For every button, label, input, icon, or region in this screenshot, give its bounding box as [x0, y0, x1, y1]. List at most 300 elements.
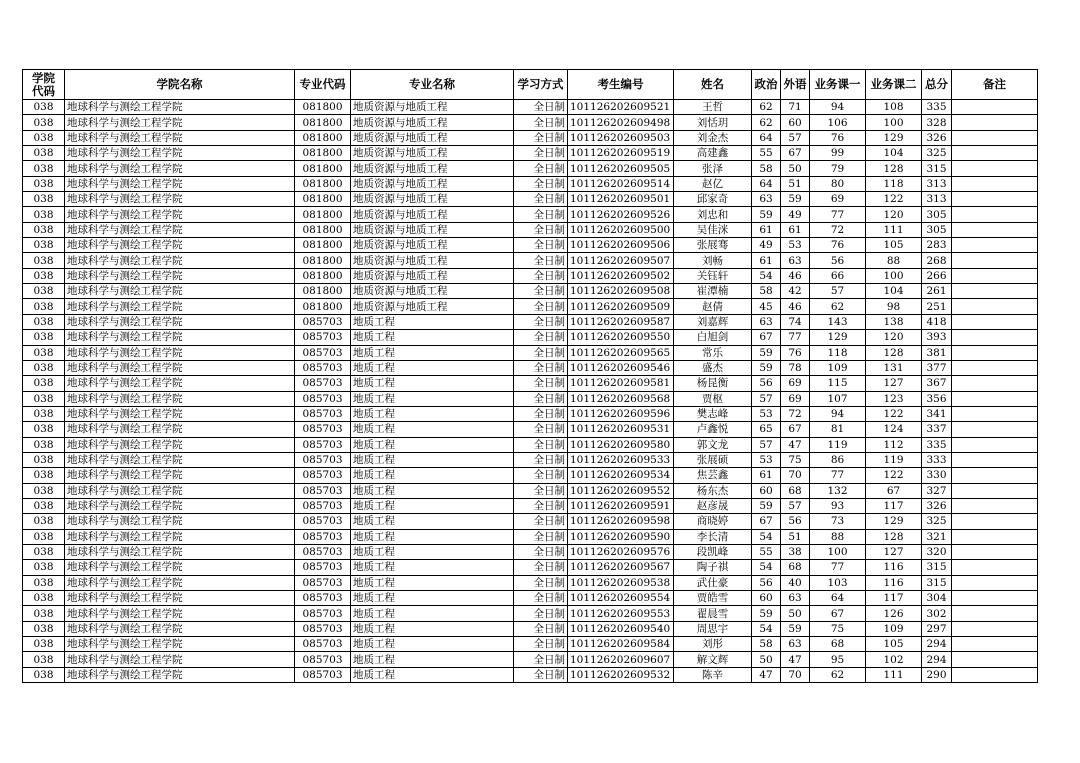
- remarks-cell: [952, 360, 1038, 375]
- student-name-cell: 刘彤: [674, 637, 752, 652]
- subject-one-score-cell: 80: [810, 176, 866, 191]
- college-code-cell: 038: [23, 268, 65, 283]
- subject-one-score-cell: 81: [810, 422, 866, 437]
- foreign-language-score-cell: 72: [781, 406, 810, 421]
- table-row: [23, 376, 1038, 391]
- foreign-language-score-cell: 63: [781, 591, 810, 606]
- remarks-cell: [952, 238, 1038, 253]
- study-mode-cell: 全日制: [514, 468, 568, 483]
- candidate-id-cell: 101126202609503: [568, 130, 674, 145]
- college-name-cell: 地球科学与测绘工程学院: [65, 115, 295, 130]
- politics-score-cell: 58: [752, 161, 781, 176]
- candidate-id-cell: 101126202609533: [568, 452, 674, 467]
- politics-score-cell: 53: [752, 406, 781, 421]
- politics-score-cell: 59: [752, 360, 781, 375]
- study-mode-cell: 全日制: [514, 146, 568, 161]
- college-name-cell: 地球科学与测绘工程学院: [65, 591, 295, 606]
- major-code-cell: 085703: [295, 637, 351, 652]
- total-score-cell: 315: [922, 560, 952, 575]
- politics-score-cell: 57: [752, 391, 781, 406]
- remarks-cell: [952, 284, 1038, 299]
- student-name-cell: 贾皓雪: [674, 591, 752, 606]
- major-name-cell: 地质工程: [351, 376, 514, 391]
- subject-one-score-cell: 106: [810, 115, 866, 130]
- subject-two-score-cell: 119: [866, 452, 922, 467]
- major-name-cell: 地质工程: [351, 529, 514, 544]
- student-name-cell: 武仕豪: [674, 575, 752, 590]
- major-name-cell: 地质资源与地质工程: [351, 207, 514, 222]
- subject-one-score-cell: 77: [810, 207, 866, 222]
- college-code-cell: 038: [23, 360, 65, 375]
- student-name-cell: 吴佳洣: [674, 222, 752, 237]
- college-code-cell: 038: [23, 422, 65, 437]
- major-name-cell: 地质资源与地质工程: [351, 146, 514, 161]
- foreign-language-score-cell: 42: [781, 284, 810, 299]
- foreign-language-score-cell: 51: [781, 176, 810, 191]
- subject-one-score-cell: 115: [810, 376, 866, 391]
- major-code-cell: 085703: [295, 452, 351, 467]
- remarks-cell: [952, 575, 1038, 590]
- subject-one-score-cell: 77: [810, 468, 866, 483]
- subject-two-score-cell: 120: [866, 330, 922, 345]
- table-row: [23, 299, 1038, 314]
- college-code-cell: 038: [23, 391, 65, 406]
- politics-score-cell: 59: [752, 606, 781, 621]
- foreign-language-score-cell: 47: [781, 652, 810, 667]
- foreign-language-score-cell: 53: [781, 238, 810, 253]
- candidate-id-cell: 101126202609607: [568, 652, 674, 667]
- foreign-language-score-cell: 68: [781, 560, 810, 575]
- table-row: [23, 667, 1038, 682]
- total-score-cell: 283: [922, 238, 952, 253]
- subject-one-score-cell: 93: [810, 498, 866, 513]
- college-name-cell: 地球科学与测绘工程学院: [65, 468, 295, 483]
- subject-one-score-cell: 95: [810, 652, 866, 667]
- major-code-cell: 085703: [295, 575, 351, 590]
- major-code-cell: 085703: [295, 652, 351, 667]
- total-score-cell: 297: [922, 621, 952, 636]
- candidate-id-cell: 101126202609580: [568, 437, 674, 452]
- subject-one-score-cell: 64: [810, 591, 866, 606]
- major-name-cell: 地质资源与地质工程: [351, 176, 514, 191]
- remarks-cell: [952, 437, 1038, 452]
- politics-score-cell: 62: [752, 115, 781, 130]
- candidate-id-cell: 101126202609567: [568, 560, 674, 575]
- remarks-cell: [952, 606, 1038, 621]
- subject-two-score-cell: 118: [866, 176, 922, 191]
- total-score-cell: 251: [922, 299, 952, 314]
- politics-score-cell: 56: [752, 376, 781, 391]
- study-mode-cell: 全日制: [514, 268, 568, 283]
- table-row: [23, 100, 1038, 115]
- study-mode-cell: 全日制: [514, 621, 568, 636]
- major-code-cell: 085703: [295, 514, 351, 529]
- total-score-cell: 320: [922, 544, 952, 559]
- major-name-cell: 地质工程: [351, 606, 514, 621]
- subject-two-score-cell: 127: [866, 544, 922, 559]
- politics-score-cell: 54: [752, 268, 781, 283]
- table-row: [23, 498, 1038, 513]
- politics-score-cell: 58: [752, 637, 781, 652]
- politics-score-cell: 61: [752, 468, 781, 483]
- major-name-cell: 地质资源与地质工程: [351, 299, 514, 314]
- table-row: [23, 360, 1038, 375]
- major-code-cell: 085703: [295, 667, 351, 682]
- major-code-cell: 081800: [295, 115, 351, 130]
- foreign-language-score-cell: 75: [781, 452, 810, 467]
- politics-score-cell: 60: [752, 591, 781, 606]
- total-score-cell: 305: [922, 207, 952, 222]
- foreign-language-score-cell: 63: [781, 637, 810, 652]
- subject-one-score-cell: 99: [810, 146, 866, 161]
- remarks-cell: [952, 637, 1038, 652]
- college-code-cell: 038: [23, 299, 65, 314]
- major-name-cell: 地质工程: [351, 330, 514, 345]
- remarks-cell: [952, 667, 1038, 682]
- total-score-cell: 321: [922, 529, 952, 544]
- remarks-cell: [952, 345, 1038, 360]
- subject-two-score-cell: 128: [866, 345, 922, 360]
- subject-two-score-cell: 122: [866, 192, 922, 207]
- foreign-language-score-cell: 76: [781, 345, 810, 360]
- foreign-language-score-cell: 63: [781, 253, 810, 268]
- college-name-cell: 地球科学与测绘工程学院: [65, 284, 295, 299]
- major-name-cell: 地质工程: [351, 437, 514, 452]
- candidate-id-cell: 101126202609532: [568, 667, 674, 682]
- college-name-cell: 地球科学与测绘工程学院: [65, 345, 295, 360]
- subject-two-score-cell: 112: [866, 437, 922, 452]
- student-name-cell: 杨东杰: [674, 483, 752, 498]
- candidate-id-cell: 101126202609538: [568, 575, 674, 590]
- candidate-id-cell: 101126202609598: [568, 514, 674, 529]
- politics-score-cell: 56: [752, 575, 781, 590]
- major-name-cell: 地质资源与地质工程: [351, 284, 514, 299]
- college-name-cell: 地球科学与测绘工程学院: [65, 222, 295, 237]
- politics-score-cell: 65: [752, 422, 781, 437]
- college-name-cell: 地球科学与测绘工程学院: [65, 483, 295, 498]
- remarks-cell: [952, 130, 1038, 145]
- remarks-cell: [952, 207, 1038, 222]
- student-name-cell: 焦芸鑫: [674, 468, 752, 483]
- politics-score-cell: 45: [752, 299, 781, 314]
- study-mode-cell: 全日制: [514, 314, 568, 329]
- college-name-cell: 地球科学与测绘工程学院: [65, 575, 295, 590]
- total-score-cell: 302: [922, 606, 952, 621]
- major-name-cell: 地质工程: [351, 667, 514, 682]
- college-name-cell: 地球科学与测绘工程学院: [65, 238, 295, 253]
- study-mode-cell: 全日制: [514, 176, 568, 191]
- candidate-id-cell: 101126202609534: [568, 468, 674, 483]
- student-name-cell: 杨昆衡: [674, 376, 752, 391]
- candidate-id-cell: 101126202609576: [568, 544, 674, 559]
- candidate-id-cell: 101126202609526: [568, 207, 674, 222]
- header-subject-two: 业务课二: [866, 70, 922, 100]
- politics-score-cell: 61: [752, 222, 781, 237]
- major-code-cell: 081800: [295, 161, 351, 176]
- politics-score-cell: 64: [752, 176, 781, 191]
- major-code-cell: 085703: [295, 560, 351, 575]
- major-code-cell: 081800: [295, 130, 351, 145]
- college-code-cell: 038: [23, 591, 65, 606]
- candidate-id-cell: 101126202609584: [568, 637, 674, 652]
- subject-one-score-cell: 132: [810, 483, 866, 498]
- major-name-cell: 地质资源与地质工程: [351, 192, 514, 207]
- table-row: [23, 222, 1038, 237]
- remarks-cell: [952, 529, 1038, 544]
- study-mode-cell: 全日制: [514, 207, 568, 222]
- table-row: [23, 529, 1038, 544]
- header-politics: 政治: [752, 70, 781, 100]
- college-code-cell: 038: [23, 652, 65, 667]
- candidate-id-cell: 101126202609531: [568, 422, 674, 437]
- candidate-id-cell: 101126202609514: [568, 176, 674, 191]
- header-subject-one: 业务课一: [810, 70, 866, 100]
- candidate-id-cell: 101126202609554: [568, 591, 674, 606]
- admission-list-page: [22, 69, 1038, 683]
- study-mode-cell: 全日制: [514, 406, 568, 421]
- student-name-cell: 刘嘉辉: [674, 314, 752, 329]
- college-code-cell: 038: [23, 222, 65, 237]
- study-mode-cell: 全日制: [514, 222, 568, 237]
- remarks-cell: [952, 146, 1038, 161]
- college-code-cell: 038: [23, 637, 65, 652]
- major-name-cell: 地质工程: [351, 575, 514, 590]
- study-mode-cell: 全日制: [514, 667, 568, 682]
- student-name-cell: 常乐: [674, 345, 752, 360]
- remarks-cell: [952, 591, 1038, 606]
- subject-two-score-cell: 131: [866, 360, 922, 375]
- student-name-cell: 郭文龙: [674, 437, 752, 452]
- subject-two-score-cell: 128: [866, 529, 922, 544]
- major-name-cell: 地质资源与地质工程: [351, 115, 514, 130]
- table-row: [23, 253, 1038, 268]
- major-code-cell: 085703: [295, 606, 351, 621]
- table-row: [23, 314, 1038, 329]
- subject-two-score-cell: 120: [866, 207, 922, 222]
- student-name-cell: 崔潭楠: [674, 284, 752, 299]
- admission-score-table: [22, 69, 1038, 683]
- total-score-cell: 335: [922, 100, 952, 115]
- college-code-cell: 038: [23, 498, 65, 513]
- college-name-cell: 地球科学与测绘工程学院: [65, 406, 295, 421]
- total-score-cell: 328: [922, 115, 952, 130]
- total-score-cell: 325: [922, 146, 952, 161]
- remarks-cell: [952, 268, 1038, 283]
- header-total: 总分: [922, 70, 952, 100]
- total-score-cell: 290: [922, 667, 952, 682]
- header-foreign-language: 外语: [781, 70, 810, 100]
- subject-one-score-cell: 66: [810, 268, 866, 283]
- candidate-id-cell: 101126202609506: [568, 238, 674, 253]
- student-name-cell: 卢鑫悦: [674, 422, 752, 437]
- foreign-language-score-cell: 70: [781, 468, 810, 483]
- total-score-cell: 304: [922, 591, 952, 606]
- college-code-cell: 038: [23, 207, 65, 222]
- major-code-cell: 085703: [295, 406, 351, 421]
- college-code-cell: 038: [23, 560, 65, 575]
- remarks-cell: [952, 452, 1038, 467]
- student-name-cell: 刘金杰: [674, 130, 752, 145]
- subject-two-score-cell: 124: [866, 422, 922, 437]
- college-name-cell: 地球科学与测绘工程学院: [65, 437, 295, 452]
- candidate-id-cell: 101126202609565: [568, 345, 674, 360]
- politics-score-cell: 58: [752, 284, 781, 299]
- study-mode-cell: 全日制: [514, 529, 568, 544]
- header-college-code-line1: 学院: [32, 70, 55, 85]
- student-name-cell: 张展硕: [674, 452, 752, 467]
- header-study-mode: 学习方式: [514, 70, 568, 100]
- subject-two-score-cell: 126: [866, 606, 922, 621]
- major-name-cell: 地质工程: [351, 452, 514, 467]
- header-candidate-id: 考生编号: [568, 70, 674, 100]
- major-code-cell: 085703: [295, 498, 351, 513]
- subject-one-score-cell: 56: [810, 253, 866, 268]
- foreign-language-score-cell: 67: [781, 146, 810, 161]
- table-row: [23, 637, 1038, 652]
- remarks-cell: [952, 100, 1038, 115]
- college-name-cell: 地球科学与测绘工程学院: [65, 391, 295, 406]
- table-row: [23, 238, 1038, 253]
- college-name-cell: 地球科学与测绘工程学院: [65, 176, 295, 191]
- candidate-id-cell: 101126202609581: [568, 376, 674, 391]
- remarks-cell: [952, 483, 1038, 498]
- subject-two-score-cell: 111: [866, 667, 922, 682]
- candidate-id-cell: 101126202609552: [568, 483, 674, 498]
- study-mode-cell: 全日制: [514, 299, 568, 314]
- college-code-cell: 038: [23, 314, 65, 329]
- candidate-id-cell: 101126202609501: [568, 192, 674, 207]
- table-row: [23, 161, 1038, 176]
- foreign-language-score-cell: 71: [781, 100, 810, 115]
- college-code-cell: 038: [23, 406, 65, 421]
- subject-one-score-cell: 109: [810, 360, 866, 375]
- subject-one-score-cell: 107: [810, 391, 866, 406]
- college-code-cell: 038: [23, 376, 65, 391]
- remarks-cell: [952, 222, 1038, 237]
- total-score-cell: 325: [922, 514, 952, 529]
- student-name-cell: 王哲: [674, 100, 752, 115]
- college-name-cell: 地球科学与测绘工程学院: [65, 498, 295, 513]
- college-name-cell: 地球科学与测绘工程学院: [65, 207, 295, 222]
- student-name-cell: 翟晨雪: [674, 606, 752, 621]
- major-code-cell: 081800: [295, 284, 351, 299]
- subject-two-score-cell: 117: [866, 591, 922, 606]
- table-row: [23, 176, 1038, 191]
- college-code-cell: 038: [23, 146, 65, 161]
- college-name-cell: 地球科学与测绘工程学院: [65, 452, 295, 467]
- major-code-cell: 085703: [295, 529, 351, 544]
- politics-score-cell: 50: [752, 652, 781, 667]
- total-score-cell: 315: [922, 161, 952, 176]
- subject-one-score-cell: 76: [810, 238, 866, 253]
- foreign-language-score-cell: 60: [781, 115, 810, 130]
- table-row: [23, 483, 1038, 498]
- remarks-cell: [952, 314, 1038, 329]
- table-body: [23, 100, 1038, 683]
- student-name-cell: 樊志峰: [674, 406, 752, 421]
- total-score-cell: 313: [922, 176, 952, 191]
- college-name-cell: 地球科学与测绘工程学院: [65, 100, 295, 115]
- foreign-language-score-cell: 46: [781, 299, 810, 314]
- subject-one-score-cell: 72: [810, 222, 866, 237]
- college-code-cell: 038: [23, 345, 65, 360]
- remarks-cell: [952, 376, 1038, 391]
- college-name-cell: 地球科学与测绘工程学院: [65, 621, 295, 636]
- major-code-cell: 085703: [295, 437, 351, 452]
- major-code-cell: 085703: [295, 422, 351, 437]
- college-code-cell: 038: [23, 514, 65, 529]
- major-code-cell: 085703: [295, 544, 351, 559]
- major-name-cell: 地质工程: [351, 360, 514, 375]
- student-name-cell: 赵彦晟: [674, 498, 752, 513]
- subject-one-score-cell: 69: [810, 192, 866, 207]
- foreign-language-score-cell: 50: [781, 161, 810, 176]
- college-code-cell: 038: [23, 330, 65, 345]
- foreign-language-score-cell: 78: [781, 360, 810, 375]
- table-row: [23, 330, 1038, 345]
- subject-one-score-cell: 67: [810, 606, 866, 621]
- college-name-cell: 地球科学与测绘工程学院: [65, 299, 295, 314]
- foreign-language-score-cell: 57: [781, 498, 810, 513]
- college-code-cell: 038: [23, 284, 65, 299]
- politics-score-cell: 55: [752, 544, 781, 559]
- subject-two-score-cell: 88: [866, 253, 922, 268]
- study-mode-cell: 全日制: [514, 360, 568, 375]
- subject-one-score-cell: 88: [810, 529, 866, 544]
- remarks-cell: [952, 498, 1038, 513]
- major-code-cell: 081800: [295, 253, 351, 268]
- college-name-cell: 地球科学与测绘工程学院: [65, 637, 295, 652]
- study-mode-cell: 全日制: [514, 544, 568, 559]
- study-mode-cell: 全日制: [514, 284, 568, 299]
- subject-two-score-cell: 109: [866, 621, 922, 636]
- politics-score-cell: 64: [752, 130, 781, 145]
- total-score-cell: 381: [922, 345, 952, 360]
- college-name-cell: 地球科学与测绘工程学院: [65, 314, 295, 329]
- remarks-cell: [952, 115, 1038, 130]
- table-row: [23, 652, 1038, 667]
- politics-score-cell: 61: [752, 253, 781, 268]
- student-name-cell: 段凯峰: [674, 544, 752, 559]
- subject-one-score-cell: 76: [810, 130, 866, 145]
- table-row: [23, 391, 1038, 406]
- subject-two-score-cell: 104: [866, 284, 922, 299]
- table-row: [23, 468, 1038, 483]
- subject-two-score-cell: 129: [866, 130, 922, 145]
- major-name-cell: 地质工程: [351, 514, 514, 529]
- major-code-cell: 081800: [295, 299, 351, 314]
- college-code-cell: 038: [23, 192, 65, 207]
- foreign-language-score-cell: 38: [781, 544, 810, 559]
- subject-two-score-cell: 116: [866, 560, 922, 575]
- candidate-id-cell: 101126202609591: [568, 498, 674, 513]
- student-name-cell: 白旭剑: [674, 330, 752, 345]
- subject-one-score-cell: 119: [810, 437, 866, 452]
- foreign-language-score-cell: 49: [781, 207, 810, 222]
- foreign-language-score-cell: 61: [781, 222, 810, 237]
- table-row: [23, 575, 1038, 590]
- subject-two-score-cell: 128: [866, 161, 922, 176]
- total-score-cell: 266: [922, 268, 952, 283]
- college-name-cell: 地球科学与测绘工程学院: [65, 606, 295, 621]
- remarks-cell: [952, 299, 1038, 314]
- foreign-language-score-cell: 77: [781, 330, 810, 345]
- politics-score-cell: 67: [752, 330, 781, 345]
- header-college-name: 学院名称: [65, 70, 295, 100]
- table-row: [23, 606, 1038, 621]
- subject-one-score-cell: 94: [810, 406, 866, 421]
- major-name-cell: 地质资源与地质工程: [351, 130, 514, 145]
